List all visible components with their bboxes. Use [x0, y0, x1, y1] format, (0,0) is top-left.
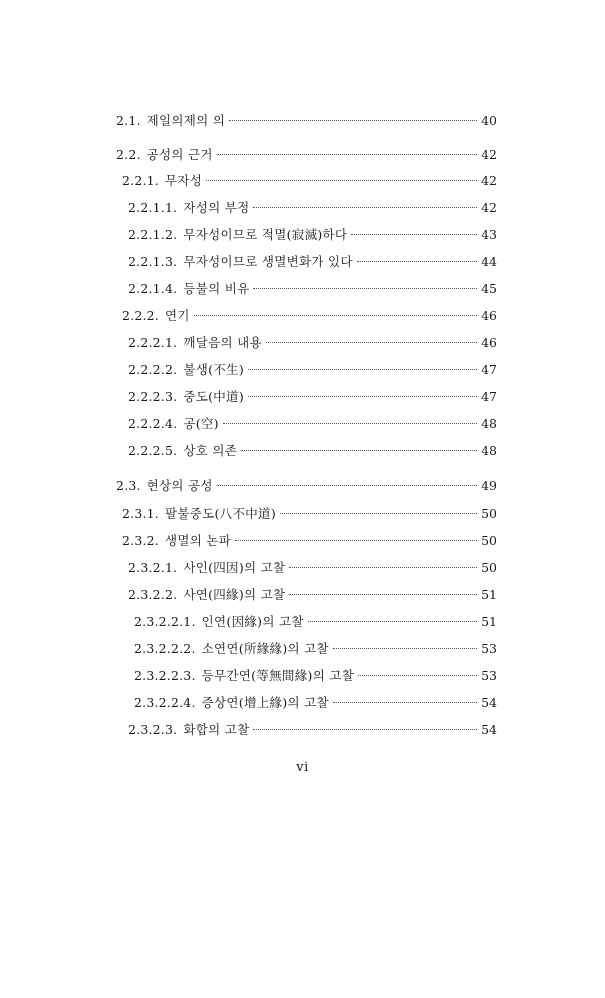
- dot-leader: [248, 369, 477, 370]
- dot-leader: [289, 567, 477, 568]
- toc-entry-title: 제일의제의 의: [146, 113, 226, 128]
- toc-entry-page: 49: [481, 478, 497, 493]
- toc-entry-page: 48: [481, 416, 497, 431]
- toc-entry-number: 2.3.: [116, 478, 141, 493]
- dot-leader: [217, 485, 477, 486]
- toc-entry-title: 사연(四緣)의 고찰: [183, 587, 286, 602]
- toc-entry-number: 2.3.2.2.1.: [134, 614, 196, 629]
- toc-entry-page: 43: [481, 227, 497, 242]
- toc-entry: [134, 638, 497, 660]
- toc-entry-number: 2.2.1.4.: [128, 281, 178, 296]
- toc-entry-title: 무자성이므로 생멸변화가 있다: [183, 254, 353, 269]
- toc-entry-number: 2.3.2.2.2.: [134, 641, 196, 656]
- toc-entry: [128, 386, 497, 408]
- toc-entry-title: 중도(中道): [183, 389, 245, 404]
- dot-leader: [333, 702, 477, 703]
- dot-leader: [308, 621, 477, 622]
- toc-entry-title: 팔불중도(八不中道): [164, 506, 277, 521]
- toc-entry-title: 등불의 비유: [183, 281, 250, 296]
- toc-entry-title: 증상연(增上緣)의 고찰: [201, 695, 329, 710]
- toc-entry-number: 2.2.: [116, 147, 141, 162]
- toc-entry: [128, 197, 497, 219]
- toc-entry-page: 46: [481, 335, 497, 350]
- toc-entry: [128, 332, 497, 354]
- toc-entry-number: 2.2.2.1.: [128, 335, 178, 350]
- toc-entry-title: 깨달음의 내용: [183, 335, 262, 350]
- toc-entry-number: 2.2.1.2.: [128, 227, 178, 242]
- toc-entry-page: 51: [481, 587, 497, 602]
- toc-entry: [116, 144, 497, 166]
- toc-entry: [128, 719, 497, 741]
- toc-entry: [128, 278, 497, 300]
- toc-entry: [128, 557, 497, 579]
- toc-entry-page: 50: [481, 560, 497, 575]
- toc-entry-title: 등무간연(等無間緣)의 고찰: [201, 668, 355, 683]
- dot-leader: [357, 261, 477, 262]
- toc-entry: [128, 440, 497, 462]
- dot-leader: [235, 540, 477, 541]
- toc-entry-title: 소연연(所緣緣)의 고찰: [201, 641, 329, 656]
- toc-entry: [116, 475, 497, 497]
- toc-entry-page: 45: [481, 281, 497, 296]
- toc-entry-title: 공(空): [183, 416, 219, 431]
- toc-entry-title: 자성의 부정: [183, 200, 250, 215]
- dot-leader: [333, 648, 477, 649]
- toc-entry: [134, 692, 497, 714]
- dot-leader: [280, 513, 477, 514]
- dot-leader: [253, 729, 477, 730]
- toc-entry-title: 상호 의존: [183, 443, 238, 458]
- toc-entry-number: 2.2.1.1.: [128, 200, 178, 215]
- dot-leader: [206, 180, 477, 181]
- toc-entry-number: 2.2.1.3.: [128, 254, 178, 269]
- dot-leader: [248, 396, 477, 397]
- toc-entry: [116, 110, 497, 132]
- toc-entry: [128, 359, 497, 381]
- toc-entry: [128, 584, 497, 606]
- toc-entry-page: 54: [481, 695, 497, 710]
- dot-leader: [351, 234, 477, 235]
- dot-leader: [253, 207, 477, 208]
- toc-entry-number: 2.2.2.2.: [128, 362, 178, 377]
- dot-leader: [241, 450, 477, 451]
- toc-entry-number: 2.3.2.3.: [128, 722, 178, 737]
- dot-leader: [229, 120, 477, 121]
- dot-leader: [358, 675, 477, 676]
- toc-entry-page: 48: [481, 443, 497, 458]
- toc-entry-page: 44: [481, 254, 497, 269]
- toc-entry-title: 무자성이므로 적멸(寂滅)하다: [183, 227, 348, 242]
- toc-entry: [122, 503, 497, 525]
- dot-leader: [223, 423, 477, 424]
- toc-entry-page: 47: [481, 389, 497, 404]
- toc-entry: [134, 665, 497, 687]
- toc-entry: [134, 611, 497, 633]
- toc-entry-number: 2.3.2.2.4.: [134, 695, 196, 710]
- dot-leader: [253, 288, 477, 289]
- toc-entry-title: 인연(因緣)의 고찰: [201, 614, 304, 629]
- dot-leader: [266, 342, 477, 343]
- toc-entry-number: 2.2.2.5.: [128, 443, 178, 458]
- dot-leader: [194, 315, 477, 316]
- toc-entry: [128, 224, 497, 246]
- toc-entry-page: 50: [481, 533, 497, 548]
- toc-entry-title: 공성의 근거: [146, 147, 213, 162]
- toc-entry-title: 현상의 공성: [146, 478, 213, 493]
- toc-entry-number: 2.2.2.: [122, 308, 159, 323]
- toc-entry-number: 2.2.2.4.: [128, 416, 178, 431]
- toc-entry: [122, 170, 497, 192]
- toc-entry: [122, 530, 497, 552]
- toc-entry-number: 2.1.: [116, 113, 141, 128]
- toc-entry: [128, 413, 497, 435]
- page-number: vi: [296, 760, 309, 775]
- toc-entry-page: 42: [481, 147, 497, 162]
- toc-entry-page: 53: [481, 641, 497, 656]
- toc-entry-title: 사인(四因)의 고찰: [183, 560, 286, 575]
- toc-entry-page: 47: [481, 362, 497, 377]
- toc-entry-number: 2.3.2.2.3.: [134, 668, 196, 683]
- toc-entry-title: 무자성: [164, 173, 203, 188]
- toc-entry-number: 2.3.1.: [122, 506, 159, 521]
- toc-entry-page: 53: [481, 668, 497, 683]
- toc-entry-page: 54: [481, 722, 497, 737]
- toc-entry-title: 불생(不生): [183, 362, 245, 377]
- toc-entry-page: 40: [481, 113, 497, 128]
- toc-entry-number: 2.2.1.: [122, 173, 159, 188]
- toc-entry-number: 2.3.2.1.: [128, 560, 178, 575]
- toc-entry-number: 2.3.2.2.: [128, 587, 178, 602]
- toc-entry-page: 46: [481, 308, 497, 323]
- toc-entry-number: 2.2.2.3.: [128, 389, 178, 404]
- dot-leader: [289, 594, 477, 595]
- toc-entry-title: 생멸의 논파: [164, 533, 232, 548]
- toc-entry-page: 51: [481, 614, 497, 629]
- toc-entry-title: 화합의 고찰: [183, 722, 250, 737]
- toc-entry-page: 42: [481, 173, 497, 188]
- toc-entry-number: 2.3.2.: [122, 533, 159, 548]
- toc-entry-page: 42: [481, 200, 497, 215]
- dot-leader: [217, 154, 477, 155]
- toc-entry: [128, 251, 497, 273]
- toc-entry-page: 50: [481, 506, 497, 521]
- toc-entry-title: 연기: [164, 308, 190, 323]
- toc-entry: [122, 305, 497, 327]
